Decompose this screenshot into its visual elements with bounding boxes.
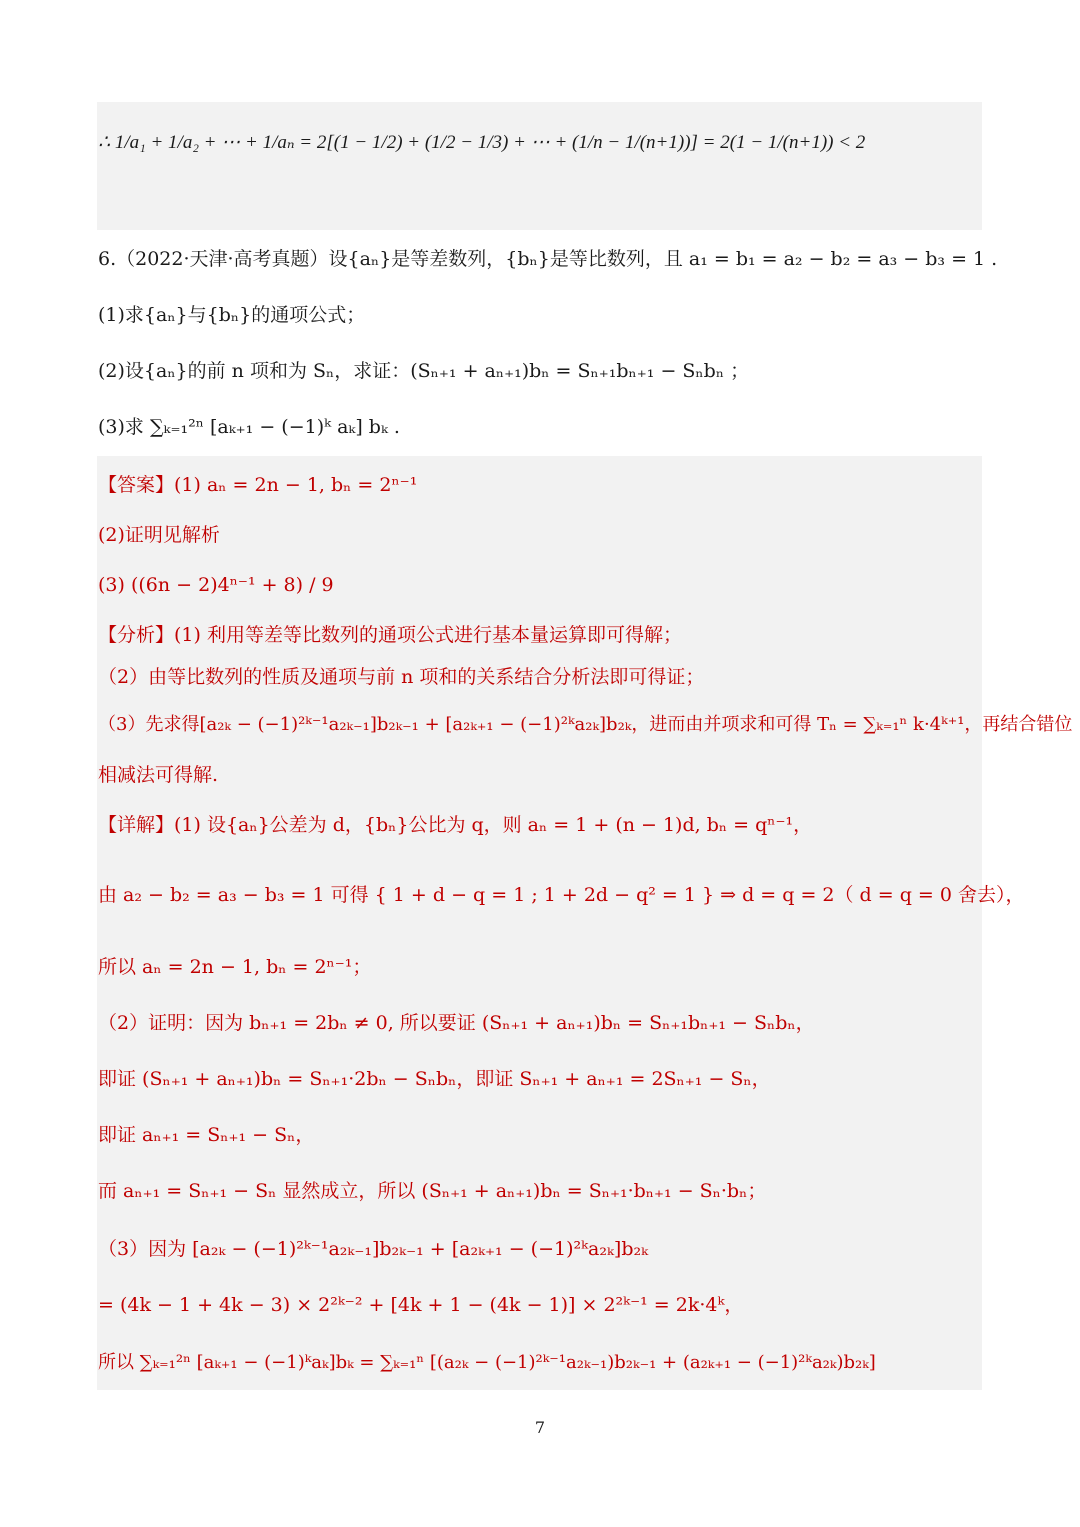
problem-part-1: (1)求{aₙ}与{bₙ}的通项公式；: [98, 304, 366, 326]
analysis-3b: 相减法可得解.: [98, 764, 219, 786]
detail-10: 所以 ∑ₖ₌₁²ⁿ [aₖ₊₁ − (−1)ᵏaₖ]bₖ = ∑ₖ₌₁ⁿ [(a₂ₖ − (−1)²ᵏ⁻¹a₂ₖ₋₁)b₂ₖ₋₁ + (a₂ₖ₊₁ − (−1)²ᵏa₂ₖ)b₂ₖ]: [98, 1352, 876, 1373]
analysis-1: 【分析】(1) 利用等差等比数列的通项公式进行基本量运算即可得解；: [98, 624, 682, 646]
detail-8: （3）因为 [a₂ₖ − (−1)²ᵏ⁻¹a₂ₖ₋₁]b₂ₖ₋₁ + [a₂ₖ₊₁ − (−1)²ᵏa₂ₖ]b₂ₖ: [98, 1238, 649, 1260]
proof-continuation-box: [97, 102, 982, 230]
detail-6: 即证 aₙ₊₁ = Sₙ₊₁ − Sₙ，: [98, 1124, 315, 1146]
detail-2: 由 a₂ − b₂ = a₃ − b₃ = 1 可得 { 1 + d − q = 1 ; 1 + 2d − q² = 1 } ⇒ d = q = 2（ d = q = 0 舍去），: [98, 884, 1025, 906]
detail-5: 即证 (Sₙ₊₁ + aₙ₊₁)bₙ = Sₙ₊₁·2bₙ − Sₙbₙ，即证 Sₙ₊₁ + aₙ₊₁ = 2Sₙ₊₁ − Sₙ，: [98, 1068, 771, 1090]
answer-2: (2)证明见解析: [98, 524, 220, 546]
prev-result: ∴ 1/a₁ + 1/a₂ + ⋯ + 1/aₙ = 2[(1 − 1/2) + (1/2 − 1/3) + ⋯ + (1/n − 1/(n+1))] = 2(1 − 1/(n+1)) < 2: [98, 132, 866, 153]
detail-4: （2）证明：因为 bₙ₊₁ = 2bₙ ≠ 0, 所以要证 (Sₙ₊₁ + aₙ₊₁)bₙ = Sₙ₊₁bₙ₊₁ − Sₙbₙ，: [98, 1012, 815, 1034]
page-number: 7: [534, 1418, 546, 1437]
analysis-3: （3）先求得[a₂ₖ − (−1)²ᵏ⁻¹a₂ₖ₋₁]b₂ₖ₋₁ + [a₂ₖ₊₁ − (−1)²ᵏa₂ₖ]b₂ₖ，进而由并项求和可得 Tₙ = ∑ₖ₌₁ⁿ k·4ᵏ⁺¹，再结合错位: [98, 714, 1073, 735]
problem-part-2: (2)设{aₙ}的前 n 项和为 Sₙ，求证：(Sₙ₊₁ + aₙ₊₁)bₙ = Sₙ₊₁bₙ₊₁ − Sₙbₙ ；: [98, 360, 750, 382]
analysis-2: （2）由等比数列的性质及通项与前 n 项和的关系结合分析法即可得证；: [98, 666, 705, 688]
detail-7: 而 aₙ₊₁ = Sₙ₊₁ − Sₙ 显然成立，所以 (Sₙ₊₁ + aₙ₊₁)bₙ = Sₙ₊₁·bₙ₊₁ − Sₙ·bₙ；: [98, 1180, 767, 1202]
detail-1: 【详解】(1) 设{aₙ}公差为 d，{bₙ}公比为 q，则 aₙ = 1 + (n − 1)d, bₙ = qⁿ⁻¹，: [98, 814, 813, 836]
problem-part-3: (3)求 ∑ₖ₌₁²ⁿ [aₖ₊₁ − (−1)ᵏ aₖ] bₖ .: [98, 416, 400, 438]
detail-3: 所以 aₙ = 2n − 1, bₙ = 2ⁿ⁻¹；: [98, 956, 372, 978]
answer-3: (3) ((6n − 2)4ⁿ⁻¹ + 8) / 9: [98, 574, 334, 596]
detail-9: = (4k − 1 + 4k − 3) × 2²ᵏ⁻² + [4k + 1 − (4k − 1)] × 2²ᵏ⁻¹ = 2k·4ᵏ，: [98, 1294, 744, 1316]
problem-6: 6.（2022·天津·高考真题）设{aₙ}是等差数列，{bₙ}是等比数列，且 a₁ = b₁ = a₂ − b₂ = a₃ − b₃ = 1 .: [98, 248, 998, 270]
answer-1: 【答案】(1) aₙ = 2n − 1, bₙ = 2ⁿ⁻¹: [98, 474, 418, 496]
